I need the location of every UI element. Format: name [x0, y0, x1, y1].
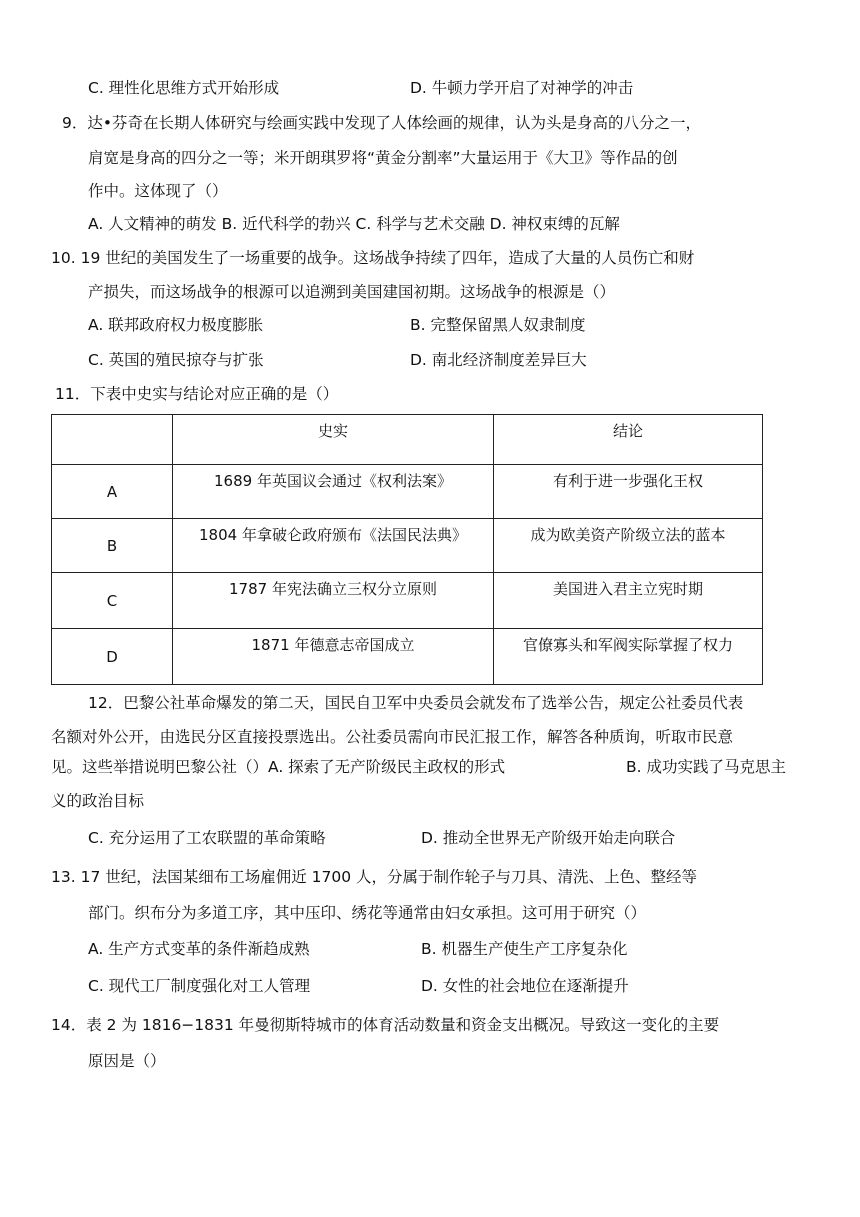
q9-stem-line3: 作中。这体现了（） [88, 182, 228, 200]
q11-facts-table [51, 414, 763, 685]
q13-option-b: B. 机器生产使生产工序复杂化 [421, 940, 628, 958]
q12-option-d: D. 推动全世界无产阶级开始走向联合 [421, 829, 676, 847]
table-header-row [52, 415, 763, 465]
table-row [52, 519, 763, 573]
row-letter: B [52, 519, 173, 573]
row-letter: D [52, 629, 173, 685]
table-header-fact: 史实 [173, 415, 494, 465]
q10-option-d: D. 南北经济制度差异巨大 [410, 351, 587, 369]
table-row [52, 573, 763, 629]
q12-option-b: B. 成功实践了马克思主 [626, 758, 786, 776]
table-row [52, 629, 763, 685]
q13-option-d: D. 女性的社会地位在逐渐提升 [421, 977, 629, 995]
q8-option-c: C. 理性化思维方式开始形成 [88, 79, 280, 97]
q9-stem-line1: 9．达•芬奇在长期人体研究与绘画实践中发现了人体绘画的规律，认为头是身高的八分之一， [62, 114, 702, 132]
q10-option-b: B. 完整保留黑人奴隶制度 [410, 316, 586, 334]
row-conclusion: 官僚寡头和军阀实际掌握了权力 [494, 629, 763, 685]
table-header-blank [52, 415, 173, 465]
q12-option-c: C. 充分运用了工农联盟的革命策略 [88, 829, 326, 847]
row-fact: 1787 年宪法确立三权分立原则 [173, 573, 494, 629]
q10-option-c: C. 英国的殖民掠夺与扩张 [88, 351, 264, 369]
q14-stem-line2: 原因是（） [88, 1052, 166, 1070]
row-letter: A [52, 465, 173, 519]
q13-stem-line1: 13. 17 世纪，法国某细布工场雇佣近 1700 人，分属于制作轮子与刀具、清洗、上色、整经等 [51, 868, 698, 886]
row-conclusion: 有利于进一步强化王权 [494, 465, 763, 519]
row-conclusion: 成为欧美资产阶级立法的蓝本 [494, 519, 763, 573]
q9-stem-line2: 肩宽是身高的四分之一等；米开朗琪罗将“黄金分割率”大量运用于《大卫》等作品的创 [88, 149, 678, 167]
q13-option-a: A. 生产方式变革的条件渐趋成熟 [88, 940, 310, 958]
table-row [52, 465, 763, 519]
q12-stem-line3: 见。这些举措说明巴黎公社（）A. 探索了无产阶级民主政权的形式 [51, 758, 506, 776]
row-fact: 1689 年英国议会通过《权利法案》 [173, 465, 494, 519]
q12-stem-line1: 12．巴黎公社革命爆发的第二天，国民自卫军中央委员会就发布了选举公告，规定公社委员代表 [88, 694, 744, 712]
q12-stem-line4: 义的政治目标 [51, 792, 145, 810]
row-fact: 1804 年拿破仑政府颁布《法国民法典》 [173, 519, 494, 573]
q8-option-d: D. 牛顿力学开启了对神学的冲击 [410, 79, 634, 97]
q10-stem-line1: 10. 19 世纪的美国发生了一场重要的战争。这场战争持续了四年，造成了大量的人员伤亡和财 [51, 249, 695, 267]
q10-stem-line2: 产损失，而这场战争的根源可以追溯到美国建国初期。这场战争的根源是（） [88, 283, 616, 301]
q11-stem: 11．下表中史实与结论对应正确的是（） [55, 385, 339, 403]
row-fact: 1871 年德意志帝国成立 [173, 629, 494, 685]
q10-option-a: A. 联邦政府权力极度膨胀 [88, 316, 264, 334]
q13-stem-line2: 部门。织布分为多道工序，其中压印、绣花等通常由妇女承担。这可用于研究（） [88, 904, 647, 922]
q14-stem-line1: 14．表 2 为 1816−1831 年曼彻斯特城市的体育活动数量和资金支出概况。导致这一变化的主要 [51, 1016, 720, 1034]
row-letter: C [52, 573, 173, 629]
q13-option-c: C. 现代工厂制度强化对工人管理 [88, 977, 311, 995]
table-header-conclusion: 结论 [494, 415, 763, 465]
row-conclusion: 美国进入君主立宪时期 [494, 573, 763, 629]
q12-stem-line2: 名额对外公开，由选民分区直接投票选出。公社委员需向市民汇报工作，解答各种质询，听取市民意 [51, 728, 734, 746]
q9-options: A. 人文精神的萌发 B. 近代科学的勃兴 C. 科学与艺术交融 D. 神权束缚的瓦解 [88, 215, 620, 233]
